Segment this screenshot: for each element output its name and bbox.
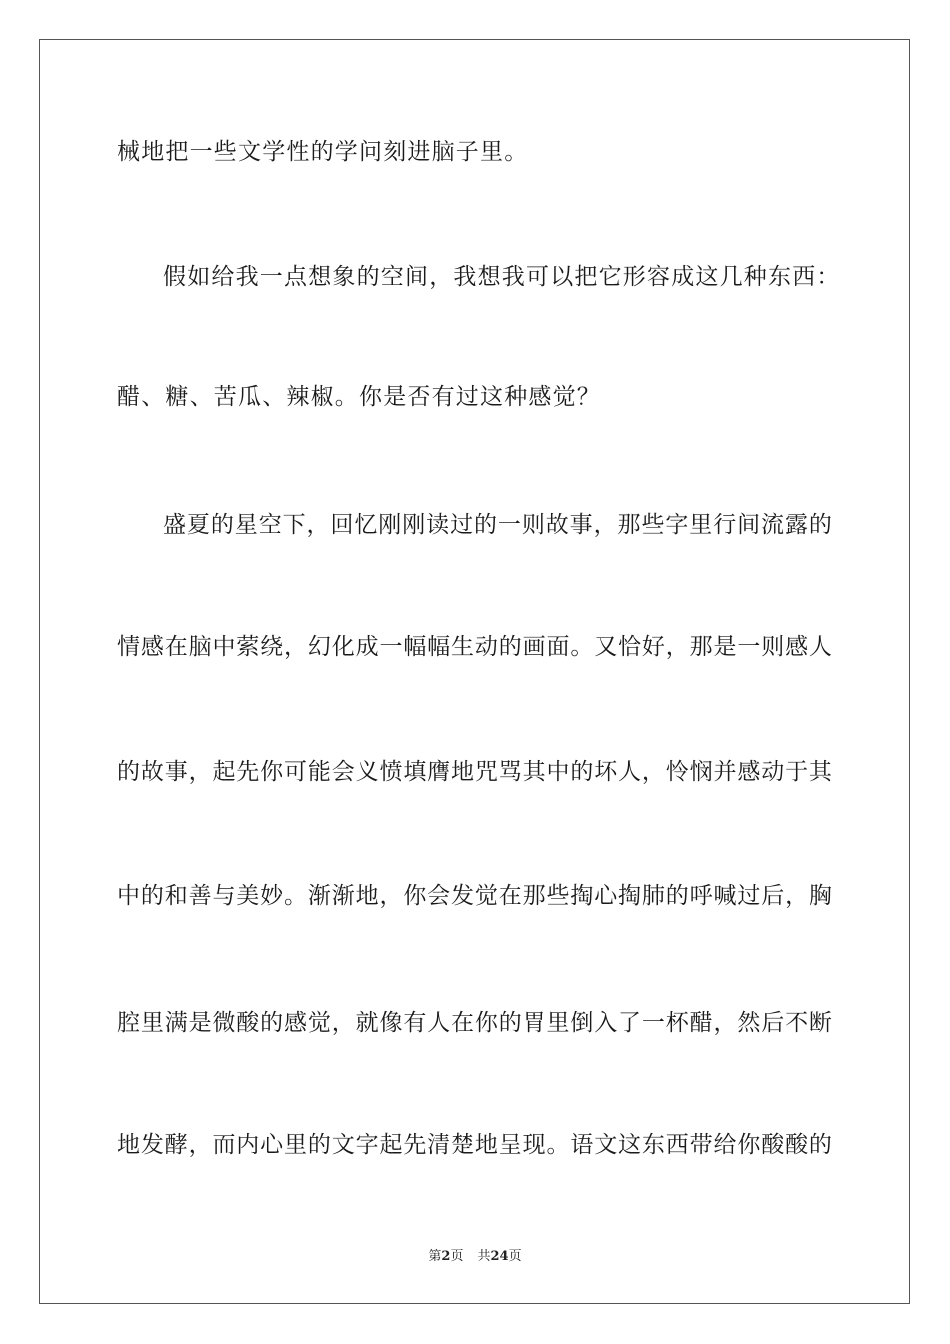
text-char: 间 [737, 512, 761, 538]
text-char: 给 [713, 1132, 737, 1158]
text-char: 里 [689, 512, 713, 538]
text-char: 美 [236, 883, 260, 909]
text-line-7 [117, 881, 832, 911]
text-char: 膺 [427, 759, 451, 785]
text-char: 行 [713, 512, 737, 538]
text-char: 的 [808, 1132, 832, 1158]
text-char: 肺 [641, 883, 665, 909]
text-char: 故 [140, 759, 164, 785]
total-suffix: 页 [508, 1249, 522, 1264]
text-char: 妙 [260, 883, 284, 909]
text-char: 会 [427, 883, 451, 909]
text-char: 清 [427, 1132, 451, 1158]
text-char: 中 [212, 634, 236, 660]
text-char: 空 [258, 512, 282, 538]
text-char: 起 [379, 1132, 403, 1158]
text-char: 酸 [236, 1010, 260, 1036]
text-char: 一 [641, 1010, 665, 1036]
text-char: 那 [689, 634, 713, 660]
text-char: 坏 [594, 759, 618, 785]
text-char: 则 [761, 634, 785, 660]
text-char: 幅 [403, 634, 427, 660]
text-char: 的 [117, 759, 140, 785]
text-char: 的 [808, 512, 832, 538]
text-char: 过 [450, 512, 474, 538]
text-char: 楚 [451, 1132, 475, 1158]
text-char: 成 [355, 634, 379, 660]
text-char: 恰 [618, 634, 642, 660]
current-page-number: 2 [441, 1249, 451, 1264]
text-line-6 [117, 757, 832, 787]
text-char: 先 [403, 1132, 427, 1158]
page-footer [0, 1248, 950, 1266]
text-char: 了 [618, 1010, 642, 1036]
text-char: 的 [260, 1010, 284, 1036]
text-char: 中 [117, 883, 140, 909]
text-char: 人 [427, 1010, 451, 1036]
text-char: 发 [140, 1132, 164, 1158]
text-char: ， [188, 759, 212, 785]
text-char: 。 [284, 883, 308, 909]
text-char: ， [593, 512, 617, 538]
text-char: 悯 [689, 759, 713, 785]
text-char: 填 [403, 759, 427, 785]
text-char: 中 [546, 759, 570, 785]
text-char: 东 [641, 1132, 665, 1158]
text-char: 又 [594, 634, 618, 660]
text-char: 的 [665, 883, 689, 909]
text-char: 萦 [236, 634, 260, 660]
text-char: 流 [761, 512, 785, 538]
text-char: 内 [236, 1132, 260, 1158]
text-char: 不 [785, 1010, 809, 1036]
text-char: 酵 [164, 1132, 188, 1158]
text-char: 些 [546, 883, 570, 909]
text-char: 义 [355, 759, 379, 785]
text-char: 感 [785, 634, 809, 660]
text-char: 动 [761, 759, 785, 785]
text-char: 在 [498, 883, 522, 909]
text-char: 这 [618, 1132, 642, 1158]
text-char: 过 [737, 883, 761, 909]
text-char: 一 [737, 634, 761, 660]
text-char: 起 [212, 759, 236, 785]
text-char: 语 [570, 1132, 594, 1158]
text-char: 。 [546, 1132, 570, 1158]
text-char: 读 [426, 512, 450, 538]
text-char: 现 [522, 1132, 546, 1158]
text-char: 先 [236, 759, 260, 785]
text-char: 幻 [307, 634, 331, 660]
text-char: 字 [665, 512, 689, 538]
text-char: 你 [260, 759, 284, 785]
text-char: 呼 [689, 883, 713, 909]
text-char: 则 [521, 512, 545, 538]
text-char: 盛 [163, 512, 186, 538]
text-char: 幅 [427, 634, 451, 660]
text-char: 的 [140, 883, 164, 909]
text-char: 有 [403, 1010, 427, 1036]
text-char: 倒 [570, 1010, 594, 1036]
text-char: 字 [355, 1132, 379, 1158]
text-char: 地 [117, 1132, 140, 1158]
text-char: 夏 [186, 512, 210, 538]
text-char: 的 [498, 1010, 522, 1036]
text-char: 画 [522, 634, 546, 660]
text-char: 的 [210, 512, 234, 538]
text-char: 故 [545, 512, 569, 538]
text-char: 杯 [665, 1010, 689, 1036]
text-char: 咒 [474, 759, 498, 785]
total-pages-number: 24 [490, 1249, 509, 1264]
text-char: 感 [737, 759, 761, 785]
text-char: 满 [164, 1010, 188, 1036]
page-prefix: 第 [428, 1249, 442, 1264]
text-line-1: 械地把一些文学性的学问刻进脑子里。 [117, 139, 529, 165]
text-char: 可 [284, 759, 308, 785]
text-char: 胸 [808, 883, 832, 909]
text-char: 于 [785, 759, 809, 785]
text-char: 西 [665, 1132, 689, 1158]
text-char: 事 [569, 512, 593, 538]
total-prefix: 共 [477, 1249, 491, 1264]
text-char: 的 [473, 512, 497, 538]
text-char: 断 [808, 1010, 832, 1036]
text-char: 像 [379, 1010, 403, 1036]
text-line-9 [117, 1130, 832, 1160]
text-char: 酸 [785, 1132, 809, 1158]
text-char: 醋 [689, 1010, 713, 1036]
text-char: ， [785, 883, 809, 909]
text-char: 掏 [570, 883, 594, 909]
text-char: 好 [641, 634, 665, 660]
text-char: 带 [689, 1132, 713, 1158]
text-char: 觉 [474, 883, 498, 909]
text-char: 里 [140, 1010, 164, 1036]
text-char: 的 [307, 1132, 331, 1158]
text-char: 。 [570, 634, 594, 660]
text-char: 刚 [378, 512, 402, 538]
text-char: 骂 [498, 759, 522, 785]
text-char: 回 [330, 512, 354, 538]
text-char: 的 [498, 634, 522, 660]
text-char: 地 [451, 759, 475, 785]
text-line-5 [117, 632, 832, 662]
text-char: 文 [331, 1132, 355, 1158]
text-char: 一 [497, 512, 521, 538]
page-border [39, 39, 910, 1304]
text-line-4 [117, 510, 832, 540]
text-char: 后 [761, 883, 785, 909]
text-char: 是 [713, 634, 737, 660]
text-char: 能 [307, 759, 331, 785]
text-char: 掏 [618, 883, 642, 909]
text-char: ， [188, 1132, 212, 1158]
text-char: 面 [546, 634, 570, 660]
text-char: 你 [474, 1010, 498, 1036]
page-suffix: 页 [450, 1249, 464, 1264]
text-char: 在 [164, 634, 188, 660]
text-char: 生 [451, 634, 475, 660]
text-char: 脑 [188, 634, 212, 660]
text-char: 忆 [354, 512, 378, 538]
text-char: 下 [282, 512, 306, 538]
text-char: 然 [737, 1010, 761, 1036]
text-char: 你 [403, 883, 427, 909]
text-char: 人 [618, 759, 642, 785]
text-char: 感 [284, 1010, 308, 1036]
text-char: 微 [212, 1010, 236, 1036]
text-line-8 [117, 1008, 832, 1038]
text-char: 渐 [331, 883, 355, 909]
text-char: 后 [761, 1010, 785, 1036]
text-char: ， [331, 1010, 355, 1036]
text-char: 并 [713, 759, 737, 785]
text-char: 与 [212, 883, 236, 909]
text-char: 而 [212, 1132, 236, 1158]
text-char: ， [641, 759, 665, 785]
text-char: 入 [594, 1010, 618, 1036]
text-char: 呈 [498, 1132, 522, 1158]
text-char: 和 [164, 883, 188, 909]
text-char: 那 [617, 512, 641, 538]
text-char: 绕 [260, 634, 284, 660]
text-char: 渐 [307, 883, 331, 909]
text-char: 刚 [402, 512, 426, 538]
text-char: 些 [641, 512, 665, 538]
text-char: 里 [284, 1132, 308, 1158]
text-char: 事 [164, 759, 188, 785]
text-char: 地 [355, 883, 379, 909]
text-char: 喊 [713, 883, 737, 909]
text-char: 情 [117, 634, 140, 660]
text-line-2: 假如给我一点想象的空间，我想我可以把它形容成这几种东西： [163, 264, 841, 290]
text-char: 文 [594, 1132, 618, 1158]
text-char: 发 [451, 883, 475, 909]
text-char: 一 [379, 634, 403, 660]
text-char: 其 [522, 759, 546, 785]
text-char: 化 [331, 634, 355, 660]
text-char: 星 [234, 512, 258, 538]
text-char: 在 [451, 1010, 475, 1036]
text-char: 是 [188, 1010, 212, 1036]
text-char: ， [713, 1010, 737, 1036]
text-char: 会 [331, 759, 355, 785]
text-char: 怜 [665, 759, 689, 785]
text-char: 里 [546, 1010, 570, 1036]
text-char: 腔 [117, 1010, 140, 1036]
text-char: 露 [784, 512, 808, 538]
text-line-3: 醋、糖、苦瓜、辣椒。你是否有过这种感觉？ [117, 384, 601, 410]
text-char: 愤 [379, 759, 403, 785]
text-char: 心 [260, 1132, 284, 1158]
text-char: ， [306, 512, 330, 538]
text-char: 善 [188, 883, 212, 909]
text-char: 就 [355, 1010, 379, 1036]
text-char: 觉 [307, 1010, 331, 1036]
text-char: ， [284, 634, 308, 660]
text-char: 心 [594, 883, 618, 909]
text-char: 酸 [761, 1132, 785, 1158]
text-char: 的 [570, 759, 594, 785]
text-char: 胃 [522, 1010, 546, 1036]
text-char: 感 [140, 634, 164, 660]
text-char: 那 [522, 883, 546, 909]
text-char: 动 [474, 634, 498, 660]
text-char: 人 [808, 634, 832, 660]
text-char: 其 [808, 759, 832, 785]
text-char: 你 [737, 1132, 761, 1158]
text-char: ， [379, 883, 403, 909]
text-char: ， [665, 634, 689, 660]
text-char: 地 [474, 1132, 498, 1158]
